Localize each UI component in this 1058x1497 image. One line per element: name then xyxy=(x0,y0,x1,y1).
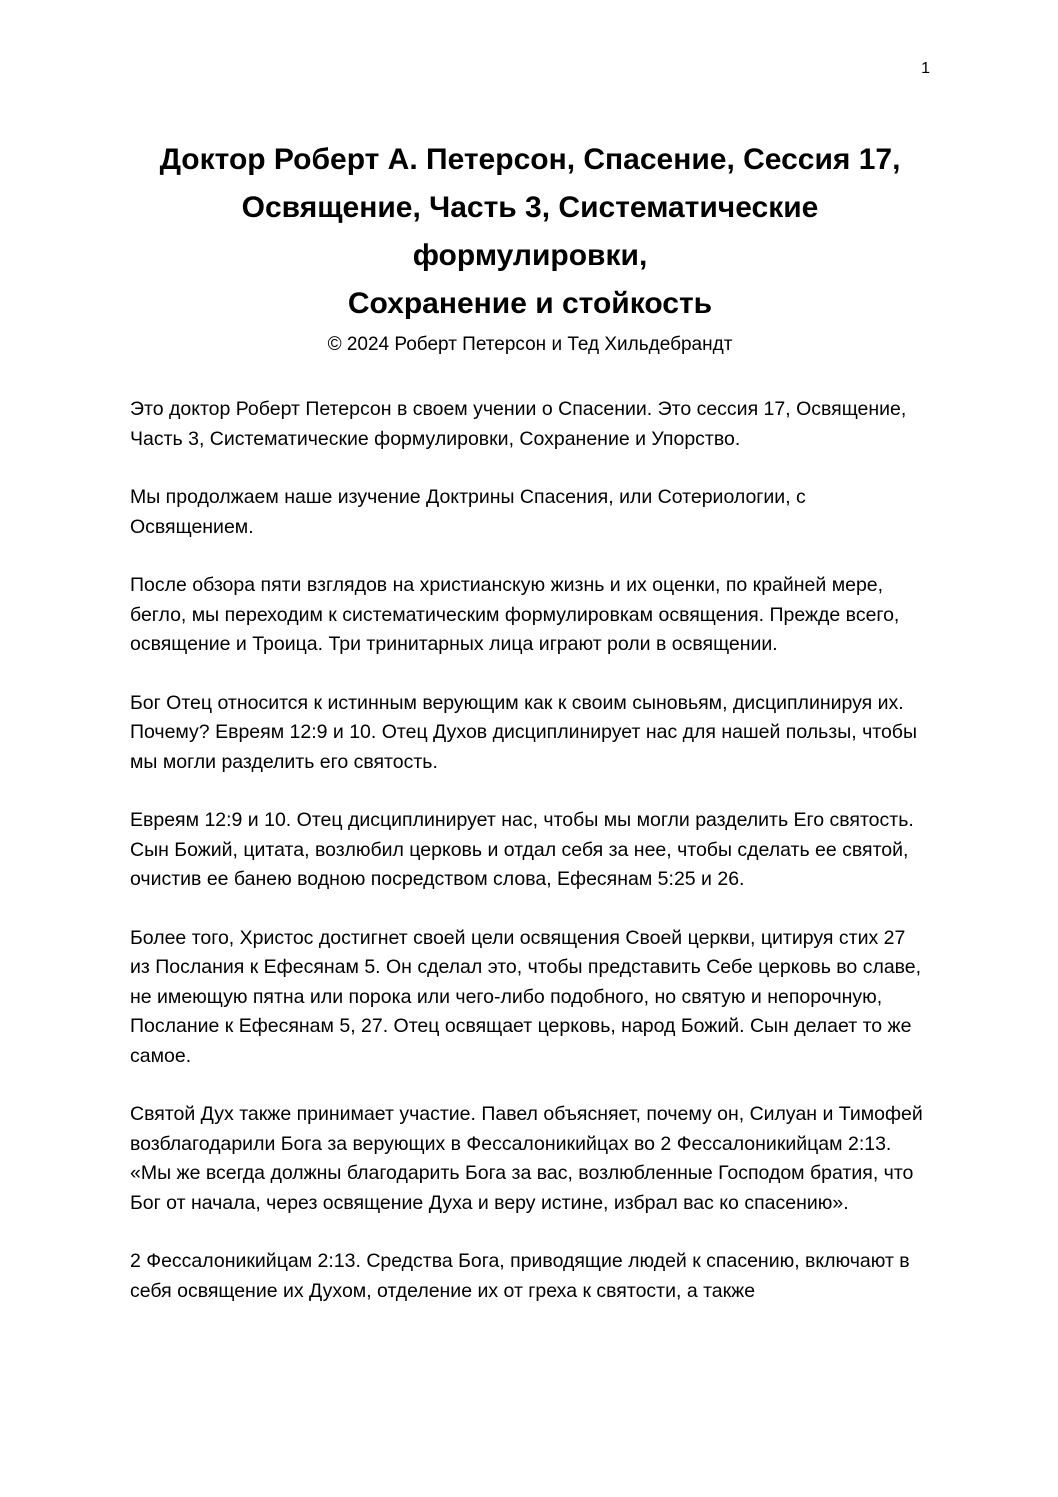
body-paragraph-7: Святой Дух также принимает участие. Павел объясняет, почему он, Силуан и Тимофей возблагодарили Бога за верующих в Фессалоникийцах во 2 Фессалоникийцам 2:13. «Мы же всегда должны благодарить Бога за вас, возлюбленные Господом братия, что Бог от начала, через освящение Духа и веру истине, избрал вас ко спасению». xyxy=(130,1103,923,1214)
body-paragraph-5: Евреям 12:9 и 10. Отец дисциплинирует нас, чтобы мы могли разделить Его святость. Сын Божий, цитата, возлюбил церковь и отдал себя за нее, чтобы сделать ее святой, очистив ее банею водною посредством слова, Ефесянам 5:25 и 26. xyxy=(130,809,914,890)
body-paragraph-4: Бог Отец относится к истинным верующим как к своим сыновьям, дисциплинируя их. Почему? Евреям 12:9 и 10. Отец Духов дисциплинирует нас для нашей пользы, чтобы мы могли разделить его святость. xyxy=(130,691,917,773)
body-paragraph-6: Более того, Христос достигнет своей цели освящения Своей церкви, цитируя стих 27 из Послания к Ефесянам 5. Он сделал это, чтобы представить Себе церковь во славе, не имеющую пятна или порока или чего-либо подобного, но святую и непорочную, Послание к Ефесянам 5, 27. Отец освящает церковь, народ Божий. Сын делает то же самое. xyxy=(130,926,922,1067)
title-line-4: Сохранение и стойкость xyxy=(347,287,713,320)
title-line-3: формулировки, xyxy=(412,239,648,272)
title-line-1: Доктор Роберт А. Петерсон, Спасение, Сессия 17, xyxy=(159,143,901,176)
title-line-2: Освящение, Часть 3, Систематические xyxy=(241,191,819,224)
document-title xyxy=(130,136,930,328)
body-paragraph-3: После обзора пяти взглядов на христианскую жизнь и их оценки, по крайней мере, бегло, мы переходим к систематическим формулировкам освящения. Прежде всего, освящение и Троица. Три тринитарных лица играют роли в освящении. xyxy=(130,574,900,655)
body-paragraph-8: 2 Фессалоникийцам 2:13. Средства Бога, приводящие людей к спасению, включают в себя освящение их Духом, отделение их от греха к святости, а также xyxy=(130,1250,910,1302)
body-paragraph-2: Мы продолжаем наше изучение Доктрины Спасения, или Сотериологии, с Освящением. xyxy=(130,486,806,538)
page-number: 1 xyxy=(921,60,930,77)
body-paragraph-1: Это доктор Роберт Петерсон в своем учении о Спасении. Это сессия 17, Освящение, Часть 3, Систематические формулировки, Сохранение и Упорство. xyxy=(130,398,907,450)
document-body xyxy=(130,395,930,1306)
copyright-line: © 2024 Роберт Петерсон и Тед Хильдебрандт xyxy=(327,334,733,355)
